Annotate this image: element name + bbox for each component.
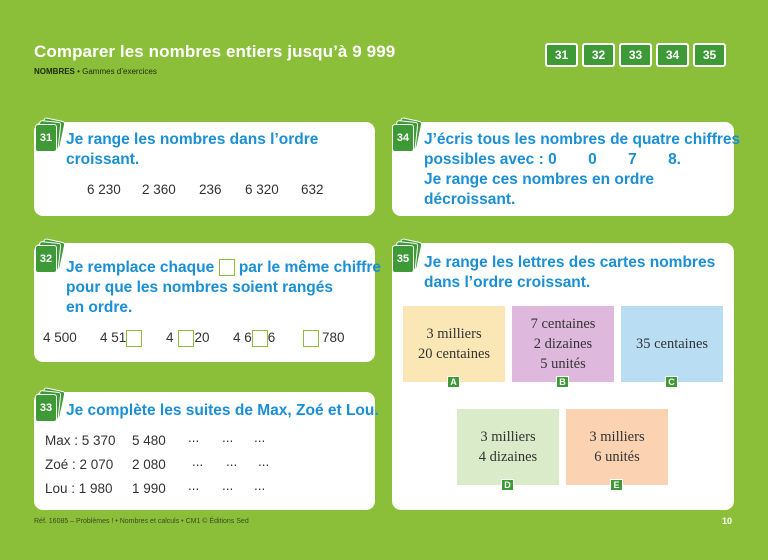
ex32-number-2: 4 51: [100, 330, 142, 347]
ex32-number-4: 4 6 6: [233, 330, 276, 346]
page-subtitle: [34, 67, 157, 76]
ex31-number-3: 236: [199, 182, 222, 197]
exercise-32-badge: [33, 240, 63, 274]
number-card-e: 3 milliers 6 unités: [566, 409, 668, 485]
exercise-31-badge: [33, 119, 63, 153]
nav-tab-33[interactable]: 33: [619, 43, 652, 67]
exercise-34-badge: [390, 119, 420, 153]
ex32-number-1: 4 500: [43, 330, 77, 345]
subtitle-category: NOMBRES: [34, 67, 75, 76]
exercise-34-question: J’écris tous les nombres de quatre chiffres possibles avec : 0 0 7 8. Je range ces nombres en ordre décroissant.: [424, 131, 741, 208]
number-card-b: 7 centaines 2 dizaines 5 unités: [512, 306, 614, 382]
page-number: 10: [722, 516, 733, 526]
number-card-d: 3 milliers 4 dizaines: [457, 409, 559, 485]
exercise-35-number: 35: [392, 245, 414, 273]
subtitle-description: • Gammes d’exercices: [74, 67, 157, 76]
ex32-blank-4[interactable]: [252, 330, 268, 347]
ex32-blank-3[interactable]: [178, 330, 194, 347]
nav-tab-32[interactable]: 32: [582, 43, 615, 67]
number-card-a: 3 milliers 20 centaines: [403, 306, 505, 382]
exercise-35-question: Je range les lettres des cartes nombres dans l’ordre croissant.: [424, 254, 716, 291]
nav-tab-34[interactable]: 34: [656, 43, 689, 67]
nav-tab-31[interactable]: 31: [545, 43, 578, 67]
ex32-number-3: 4 20: [166, 330, 210, 346]
blank-box-example: [219, 259, 235, 276]
exercise-33-number: 33: [35, 394, 57, 422]
ex32-number-5: 780: [303, 330, 345, 347]
ex32-blank-5[interactable]: [303, 330, 319, 347]
card-label-a: A: [447, 376, 460, 388]
ex32-blank-2[interactable]: [126, 330, 142, 347]
number-card-c: 35 centaines: [621, 306, 723, 382]
exercise-32-question: Je remplace chaque par le même chiffre pour que les nombres soient rangés en ordre.: [66, 259, 381, 316]
exercise-35-badge: [390, 240, 420, 274]
card-label-d: D: [501, 479, 514, 491]
exercise-33-badge: [33, 389, 63, 423]
ex31-number-1: 6 230: [87, 182, 121, 197]
card-label-b: B: [556, 376, 569, 388]
exercise-33-question: Je complète les suites de Max, Zoé et Lou.: [66, 402, 379, 419]
footer-reference: Réf. 16085 – Problèmes ! • Nombres et calculs • CM1 © Éditions Sed: [34, 518, 249, 525]
page-title: Comparer les nombres entiers jusqu’à 9 999: [34, 42, 396, 61]
exercise-31-number: 31: [35, 124, 57, 152]
nav-tab-35[interactable]: 35: [693, 43, 726, 67]
exercise-34-number: 34: [392, 124, 414, 152]
exercise-nav: [545, 43, 726, 67]
exercise-31-question: Je range les nombres dans l’ordre croissant.: [66, 131, 319, 168]
card-label-c: C: [665, 376, 678, 388]
ex31-number-4: 6 320: [245, 182, 279, 197]
ex31-number-5: 632: [301, 182, 324, 197]
ex31-number-2: 2 360: [142, 182, 176, 197]
exercise-32-number: 32: [35, 245, 57, 273]
card-label-e: E: [610, 479, 623, 491]
